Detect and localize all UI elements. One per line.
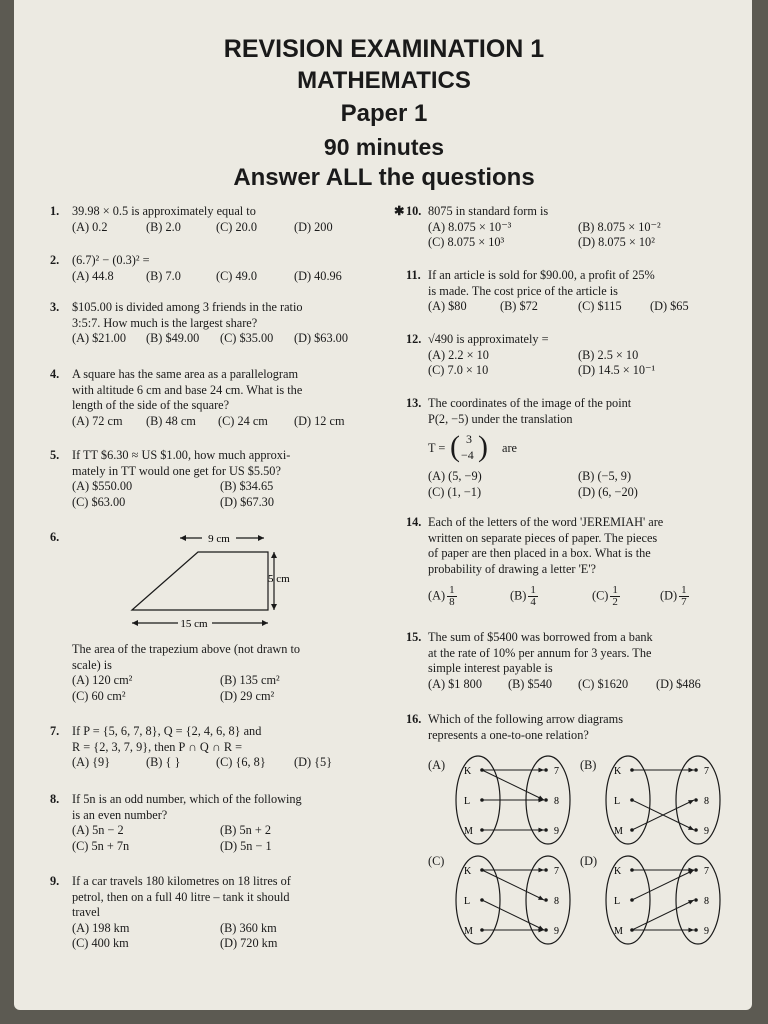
question-text: represents a one-to-one relation?: [428, 727, 589, 742]
option-b: (B) 5n + 2: [220, 823, 271, 837]
question-text: The sum of $5400 was borrowed from a bank: [428, 630, 653, 644]
domain-ellipse: [606, 856, 650, 944]
question-text: If TT $6.30 ≈ US $1.00, how much approxi-: [72, 448, 291, 462]
question-text: √490 is approximately =: [428, 332, 549, 346]
option-c: (C) $\frac{1}{2}$: [592, 584, 618, 608]
question-2: [50, 253, 372, 284]
option-d: (D) 12 cm: [294, 413, 345, 428]
question-number: 14.: [406, 515, 422, 529]
option-d: (D) (6, −20): [578, 484, 638, 499]
range-element: 7: [704, 766, 709, 777]
question-text: 39.98 × 0.5 is approximately equal to: [72, 204, 256, 218]
option-b: (B) { }: [146, 755, 181, 769]
question-text: A square has the same area as a parallelogram: [72, 367, 299, 381]
option-b: (B) 8.075 × 10⁻²: [578, 219, 661, 234]
option-c: (C) 20.0: [216, 219, 257, 234]
bottom-side-label: 15 cm: [180, 618, 208, 630]
option-b: (B) 135 cm²: [220, 673, 280, 687]
question-8: [50, 792, 372, 854]
option-c: (C) $115: [578, 299, 622, 313]
domain-element: L: [464, 896, 471, 907]
option-b: (B) 48 cm: [146, 413, 196, 428]
options: [428, 485, 728, 501]
range-ellipse: [676, 756, 720, 844]
option-b: (B) $72: [500, 299, 538, 313]
arrow-head: [688, 928, 694, 933]
question-text: If P = {5, 6, 7, 8}, Q = {2, 4, 6, 8} and: [72, 724, 262, 738]
question-text: scale) is: [72, 657, 112, 672]
question-9: [50, 874, 372, 952]
options: [72, 495, 372, 511]
domain-element: K: [464, 866, 472, 877]
question-text: length of the side of the square?: [72, 398, 230, 412]
options: [72, 331, 372, 347]
question-text: with altitude 6 cm and base 24 cm. What is the: [72, 382, 303, 397]
question-text: 8075 in standard form is: [428, 204, 549, 218]
option-d: (D) 14.5 × 10⁻¹: [578, 363, 656, 377]
question-14: [406, 515, 728, 611]
question-text: R = {2, 3, 7, 9}, then P ∩ Q ∩ R =: [72, 739, 243, 754]
range-point: [544, 898, 548, 902]
vector-top: 3: [466, 432, 472, 446]
star-mark: ✱: [394, 204, 405, 218]
mapping-arrow: [482, 900, 544, 930]
question-15: [406, 630, 728, 692]
question-10: [394, 204, 728, 251]
option-a: (A) 0.2: [72, 219, 108, 234]
height-label: 5 cm: [268, 573, 290, 585]
option-a: (A) 2.2 × 10: [428, 347, 489, 362]
range-point: [544, 768, 548, 772]
arrow-head: [538, 768, 544, 773]
range-element: 8: [704, 896, 709, 907]
question-3: [50, 300, 372, 347]
option-a: (A) 198 km: [72, 920, 130, 935]
arrow-diagram-a: [450, 752, 580, 848]
range-element: 9: [554, 826, 559, 837]
options: [72, 220, 372, 236]
arrow-head: [688, 768, 694, 773]
option-b: (B) (−5, 9): [578, 469, 632, 483]
question-number: 11.: [406, 268, 421, 282]
domain-ellipse: [456, 856, 500, 944]
trapezium-shape: [132, 552, 268, 610]
option-c: (C) $63.00: [72, 494, 126, 509]
question-13-options: [428, 469, 728, 500]
question-text: If an article is sold for $90.00, a profit of 25%: [428, 268, 655, 282]
arrow-diagram-d: [600, 852, 730, 948]
question-text: is made. The cost price of the article is: [428, 283, 618, 298]
option-b: (B) 360 km: [220, 920, 277, 935]
options: [428, 299, 728, 315]
domain-element: K: [614, 866, 622, 877]
question-7: [50, 724, 372, 771]
question-text: P(2, −5) under the translation: [428, 411, 573, 426]
option-d: (D) 720 km: [220, 936, 278, 950]
domain-element: M: [614, 826, 623, 837]
instruction: Answer ALL the questions: [233, 164, 535, 191]
range-point: [694, 798, 698, 802]
question-text: petrol, then on a full 40 litre – tank it should: [72, 889, 290, 904]
option-a: (A) $1 800: [428, 676, 482, 691]
option-a: (A) 5n − 2: [72, 823, 124, 837]
question-1: [50, 204, 372, 235]
question-number: 9.: [50, 874, 60, 888]
question-number: 16.: [406, 712, 422, 726]
option-d: (D) 8.075 × 10²: [578, 235, 655, 249]
option-a: (A) $\frac{1}{8}$: [428, 584, 455, 608]
option-b: (B) 2.5 × 10: [578, 347, 639, 362]
domain-element: M: [464, 826, 473, 837]
options: [428, 469, 728, 485]
range-point: [544, 868, 548, 872]
question-text: of paper are then placed in a box. What is the: [428, 546, 651, 560]
option-a: (A) (5, −9): [428, 469, 482, 483]
range-element: 9: [554, 926, 559, 937]
option-d: (D) $65: [650, 299, 689, 313]
option-c: (C) (1, −1): [428, 484, 482, 499]
options: [428, 581, 728, 611]
option-c: (C) 8.075 × 10³: [428, 235, 505, 249]
option-a: (A) 72 cm: [72, 413, 123, 428]
option-b: (B) $49.00: [146, 331, 200, 345]
vector-after: are: [502, 441, 518, 455]
options: [72, 673, 372, 689]
option-d: (D) 40.96: [294, 268, 342, 283]
duration: 90 minutes: [323, 134, 445, 160]
question-text: $105.00 is divided among 3 friends in the ratio: [72, 300, 303, 314]
question-text: The area of the trapezium above (not drawn to: [72, 642, 301, 656]
option-d-label: (D): [580, 854, 598, 868]
domain-element: L: [614, 796, 621, 807]
option-d: (D) 29 cm²: [220, 688, 275, 703]
options: [72, 823, 372, 839]
question-number: 2.: [50, 253, 60, 267]
domain-element: L: [614, 896, 621, 907]
question-6-text: [72, 642, 372, 704]
option-c: (C) $35.00: [220, 331, 274, 345]
option-a: (A) 8.075 × 10⁻³: [428, 219, 512, 234]
option-c: (C) 49.0: [216, 268, 257, 283]
range-ellipse: [526, 856, 570, 944]
option-c: (C) 24 cm: [218, 413, 268, 428]
question-13: [406, 396, 728, 427]
domain-ellipse: [606, 756, 650, 844]
range-ellipse: [676, 856, 720, 944]
range-point: [544, 928, 548, 932]
question-number: 10.: [406, 204, 422, 218]
question-text: mately in TT would one get for US $5.50?: [72, 463, 281, 478]
options: [428, 677, 728, 693]
arrow-head: [538, 868, 544, 873]
range-element: 7: [704, 866, 709, 877]
option-a: (A) $550.00: [72, 479, 133, 493]
question-12: [406, 332, 728, 379]
question-16: [406, 712, 728, 743]
domain-element: M: [464, 926, 473, 937]
option-b: (B) 7.0: [146, 268, 181, 283]
mapping-arrow: [632, 900, 694, 930]
question-text: If 5n is an odd number, which of the following: [72, 792, 302, 806]
options: [72, 414, 372, 430]
option-d: (D) 5n − 1: [220, 838, 272, 853]
option-d: (D) $486: [656, 676, 701, 691]
top-side-label: 9 cm: [208, 533, 230, 545]
option-c: (C) 7.0 × 10: [428, 363, 489, 377]
range-point: [694, 928, 698, 932]
arrow-head: [538, 828, 544, 833]
vector-bottom: −4: [461, 448, 474, 462]
options: [72, 921, 372, 937]
option-d: (D) $63.00: [294, 331, 348, 345]
range-point: [694, 868, 698, 872]
domain-element: M: [614, 926, 623, 937]
mapping-arrow: [632, 870, 694, 900]
option-b: (B) $\frac{1}{4}$: [510, 584, 536, 608]
options: [72, 269, 372, 285]
question-number: 12.: [406, 332, 422, 346]
range-point: [544, 828, 548, 832]
vector-label: T =: [428, 441, 446, 455]
question-text: (6.7)² − (0.3)² =: [72, 253, 150, 267]
options: [72, 479, 372, 495]
options: [428, 363, 728, 379]
options: [428, 348, 728, 364]
range-element: 8: [554, 896, 559, 907]
options: [428, 220, 728, 236]
option-a: (A) 44.8: [72, 268, 114, 283]
option-a: (A) $80: [428, 299, 467, 313]
option-b: (B) $540: [508, 676, 553, 691]
question-text: probability of drawing a letter 'E'?: [428, 561, 596, 576]
arrow-diagram-b: [600, 752, 730, 848]
option-b: (B) $34.65: [220, 479, 274, 493]
options: [72, 689, 372, 705]
options: [428, 235, 728, 251]
question-number: 5.: [50, 448, 60, 462]
question-11: [406, 268, 728, 315]
domain-element: K: [614, 766, 622, 777]
mapping-arrow: [482, 770, 544, 800]
question-number: 3.: [50, 300, 60, 314]
range-point: [694, 828, 698, 832]
subject-title: MATHEMATICS: [297, 67, 471, 94]
range-element: 8: [704, 796, 709, 807]
question-text: If a car travels 180 kilometres on 18 litres of: [72, 874, 291, 888]
range-element: 7: [554, 766, 559, 777]
question-number: 13.: [406, 396, 422, 410]
range-element: 8: [554, 796, 559, 807]
option-a: (A) {9}: [72, 755, 111, 769]
option-a-label: (A): [428, 758, 446, 772]
question-text: Which of the following arrow diagrams: [428, 712, 623, 726]
question-text: written on separate pieces of paper. The pieces: [428, 530, 658, 545]
question-text: Each of the letters of the word 'JEREMIAH' are: [428, 515, 664, 529]
paper-title: Paper 1: [340, 100, 428, 127]
translation-vector: T = ( 3 −4 ) are: [428, 430, 518, 463]
domain-element: K: [464, 766, 472, 777]
question-text: is an even number?: [72, 807, 168, 822]
option-d: (D) 200: [294, 219, 333, 234]
question-number: 7.: [50, 724, 60, 738]
option-c: (C) 60 cm²: [72, 688, 126, 703]
options: [72, 839, 372, 855]
question-number: 1.: [50, 204, 60, 218]
question-text: The coordinates of the image of the point: [428, 396, 632, 410]
option-a: (A) $21.00: [72, 331, 126, 345]
question-text: 3:5:7. How much is the largest share?: [72, 315, 258, 330]
options: [72, 755, 372, 771]
exam-title: REVISION EXAMINATION 1: [223, 35, 545, 63]
trapezium-diagram: [118, 528, 308, 634]
option-d: (D) {5}: [294, 755, 333, 769]
option-d: (D) $67.30: [220, 494, 274, 509]
range-element: 9: [704, 926, 709, 937]
option-b: (B) 2.0: [146, 219, 181, 234]
option-a: (A) 120 cm²: [72, 673, 133, 687]
question-text: travel: [72, 905, 100, 919]
range-element: 9: [704, 826, 709, 837]
question-number: 6.: [50, 530, 60, 544]
question-number: 8.: [50, 792, 60, 806]
question-4: [50, 367, 372, 429]
range-element: 7: [554, 866, 559, 877]
question-number: 15.: [406, 630, 422, 644]
range-point: [694, 768, 698, 772]
domain-element: L: [464, 796, 471, 807]
option-c: (C) 400 km: [72, 936, 129, 950]
question-number: 4.: [50, 367, 60, 381]
arrow-diagram-c: [450, 852, 580, 948]
range-point: [544, 798, 548, 802]
question-5: [50, 448, 372, 510]
option-c: (C) $1620: [578, 676, 629, 691]
options: [72, 936, 372, 952]
question-text: at the rate of 10% per annum for 3 years. The: [428, 645, 652, 660]
option-d: (D) $\frac{1}{7}$: [660, 584, 687, 608]
option-c-label: (C): [428, 854, 445, 868]
range-point: [694, 898, 698, 902]
mapping-arrow: [482, 870, 544, 900]
option-c: (C) 5n + 7n: [72, 838, 130, 853]
option-c: (C) {6, 8}: [216, 755, 266, 769]
option-b-label: (B): [580, 758, 597, 772]
question-text: simple interest payable is: [428, 661, 553, 675]
